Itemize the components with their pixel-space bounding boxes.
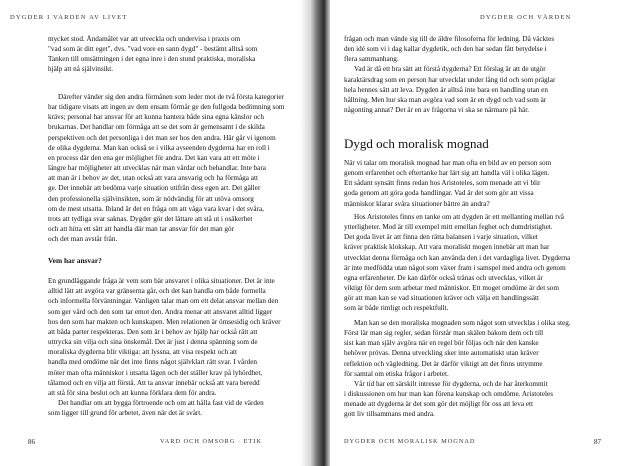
left-intro-line: "vad som är ditt eget", dvs. "vad vore en sann dygd" - bestämt alltså som (48, 45, 258, 54)
body-line: hållning. Men hur ska man avgöra vad som är en dygd och vad som är (344, 95, 547, 104)
body-line: krävs; personal har ansvar för att kunna hantera både sina egna känslor och (48, 113, 264, 122)
body-line: den idé som vi i dag kallar dygdetik, och den har sedan fått betydelse i (344, 45, 547, 54)
left-page (0, 0, 300, 466)
body-line: någonting annat? Det är en av frågorna vi ska se närmare på här. (344, 106, 529, 115)
body-line: En grundläggande fråga är vem som bär ansvaret i olika situationer. Det är inte (48, 277, 275, 286)
body-line: och att hitta ett sätt att handla där man tar ansvar för det man gör (48, 225, 235, 234)
body-line: hela hennes sätt att leva. Dygden är alltså inte bara en handling utan en (344, 85, 548, 94)
body-line: och det man avstår från. (48, 235, 118, 244)
body-line: en process där den ena ger möjlighet för andra. Det kan vara att ett möte i (48, 153, 260, 162)
body-line: kräver praktisk klokskap. Att vara moraliskt mogen innebär att man har (344, 243, 550, 252)
body-line: goda genom att göra goda handlingar. Vad är det som gör att vissa (344, 189, 534, 198)
left-running-head: DYGDER I VARDEN AV LIVET (10, 14, 128, 21)
right-footer: DYGDER OCH MORALISK MOGNAD (344, 438, 476, 445)
body-line: att stå för sina beslut och att kunna förklara dem för andra. (48, 388, 217, 397)
body-line: i diskussionen om hur man kan förena kunskap och omdöme. Aristoteles (344, 390, 554, 399)
body-line: alltid lätt att avgöra var gränserna går, och det kan handla om både formella (48, 287, 266, 296)
chapter-heading: Dygd och moralisk mognad (344, 136, 489, 151)
body-line: moraliska dygderna blir viktiga: att lyssna, att visa respekt och att (48, 348, 238, 357)
body-line: Man kan se den moraliska mognaden som något som utvecklas i olika steg. (354, 319, 571, 327)
body-line: längre har möjligheter att utvecklas när man vårdar och behandlar. Inte bara (48, 164, 266, 173)
body-line: gott liv tillsammans med andra. (344, 410, 435, 419)
body-line: karaktärsdrag som en person har utvecklat under lång tid och som präglar (344, 75, 556, 84)
body-line: tålamod och en vilja att förstå. Att ta ansvar innebär också att vara beredd (48, 378, 260, 387)
left-intro-block (48, 34, 292, 75)
right-paragraph-3 (344, 318, 600, 420)
body-line: Hos Aristoteles finns en tanke om att dygden är ett mellanting mellan två (354, 213, 564, 221)
body-line: perspektiven och det personliga i det man ser hos den andra. Här går vi igenom (48, 133, 276, 142)
body-line: hos den som har makten och kunskapen. Men relationen är ömsesidig och kräver (48, 317, 281, 326)
body-line: sist kan man själv avgöra när en regel bör följas och när den kanske (344, 339, 539, 348)
body-line: viktigt för dem som arbetar med människor. Ett moget omdöme är det som (344, 284, 559, 293)
body-line: genom erfarenhet och eftertanke har lärt sig att handla väl i olika lägen. (344, 169, 550, 178)
right-intro-block (344, 34, 600, 115)
body-line: Det goda livet är att finna den rätta balansen i varje situation, vilket (344, 233, 538, 242)
body-line: egna erfarenheter. De kan därför också tränas och utvecklas, vilket är (344, 273, 543, 282)
body-line: människor klarar svåra situationer bättre än andra? (344, 199, 490, 208)
left-page-number: 86 (28, 438, 35, 446)
body-line: är inte medfödda utan något som växer fram i samspel med andra och genom (344, 263, 566, 272)
body-line: flera sammanhang. (344, 55, 399, 64)
body-line: som ligger till grund för arbetet, även när det är svårt. (48, 409, 203, 418)
body-line: trots att tydliga svar saknas. Dygder gör det lättare att stå ut i osäkerhet (48, 214, 253, 223)
left-section (48, 256, 292, 418)
right-page (330, 0, 640, 466)
body-line: Vår tid har ett särskilt intresse för dygderna, och de har återkommit (354, 379, 548, 388)
section-subheading: Vem har ansvar? (48, 256, 102, 265)
right-paragraph-1 (344, 158, 600, 209)
body-line: När vi talar om moralisk mognad har man ofta en bild av en person som (344, 159, 552, 167)
body-line: att man är i behov av det, utan också att vara ansvarig och ha förmåga att (48, 174, 258, 183)
left-intro-line: hjälp att nå självinsikt. (48, 65, 114, 74)
body-line: Först lär man sig regler, sedan förstår man skälen bakom dem och till (344, 329, 544, 338)
body-line: den professionella självinsikten, som är nödvändig för att utöva omsorg (48, 194, 254, 203)
right-paragraph-2 (344, 212, 600, 314)
body-line: om de mest utsatta. Ibland är det en fråga om att våga vara kvar i det svåra, (48, 204, 264, 213)
body-line: Det handlar om att bygga förtroende och om att hålla fast vid de värden (58, 399, 264, 408)
body-line: och informella förväntningar. Vanligen talar man om ett delat ansvar mellan den (48, 297, 279, 306)
body-line: handla med omdöme när det inte finns något självklart rätt svar. I vården (48, 358, 257, 367)
body-line: ytterligheter. Mod är till exempel mitt emellan feghet och dumdristighet. (344, 223, 553, 232)
body-line: de olika dygderna. Man kan också se i vilka avseenden dygderna har en roll i (48, 143, 270, 152)
body-line: reflektion och vägledning. Det är därför viktigt att det finns utrymme (344, 359, 543, 368)
body-line: för samtal om etiska frågor i arbetet. (344, 369, 449, 378)
left-paragraph-1 (48, 92, 292, 244)
body-line: uttrycka sin vilja och sina önskemål. Det är just i denna spänning som de (48, 338, 258, 347)
left-intro-line: mycket stod. Ändamålet var att utveckla och undervisa i praxis om (48, 35, 241, 43)
body-line: möter man ofta människor i utsatta lägen och det ställer krav på lyhördhet, (48, 368, 263, 377)
body-line: Ett sådant synsätt finns redan hos Aristoteles, som menade att vi blir (344, 179, 541, 188)
left-footer: VARD OCH OMSORG · ETIK (160, 438, 262, 445)
body-line: som ger vård och den som tar emot den. Andra menar att ansvaret alltid ligger (48, 307, 273, 316)
body-line: gör att man kan se vad situationen kräver och välja ett handlingssätt (344, 294, 540, 303)
body-line: behöver prövas. Denna utveckling sker inte automatiskt utan kräver (344, 349, 539, 358)
right-running-head: DYGDER OCH VÄRDEN (480, 14, 572, 21)
body-line: har tidigare visats att ingen av dem ensam förmår ge den fullgoda bedömning som (48, 103, 285, 112)
body-line: Vad är då ett bra sätt att förstå dygderna? Ett förslag är att de utgör (354, 65, 546, 74)
book-gutter (300, 0, 330, 466)
right-page-number: 87 (594, 438, 601, 446)
body-line: frågan och man vände sig till de äldre filosoferna för ledning. Då väcktes (344, 35, 555, 43)
body-line: Därefter vänder sig den andra förmånen som leder mot de två första kategorier (58, 93, 284, 101)
body-line: att båda parter respekteras. Den som är i behov av hjälp har också rätt att (48, 327, 258, 336)
body-line: menade att dygderna är det som gör det möjligt för oss att leva ett (344, 400, 534, 409)
body-line: som är både rimligt och respektfullt. (344, 304, 449, 313)
body-line: utvecklat denna förmåga och kan använda den i det vardagliga livet. Dygderna (344, 253, 571, 262)
body-line: ge. Det innebär att bedöma varje situation utifrån dess egen art. Det gäller (48, 184, 261, 193)
left-intro-line: Tanken till omsättningen i det egna inre i den stund praktiska, moraliska (48, 55, 256, 64)
body-line: brukarnas. Det handlar om förmåga att se det som är gemensamt i de skilda (48, 123, 265, 132)
